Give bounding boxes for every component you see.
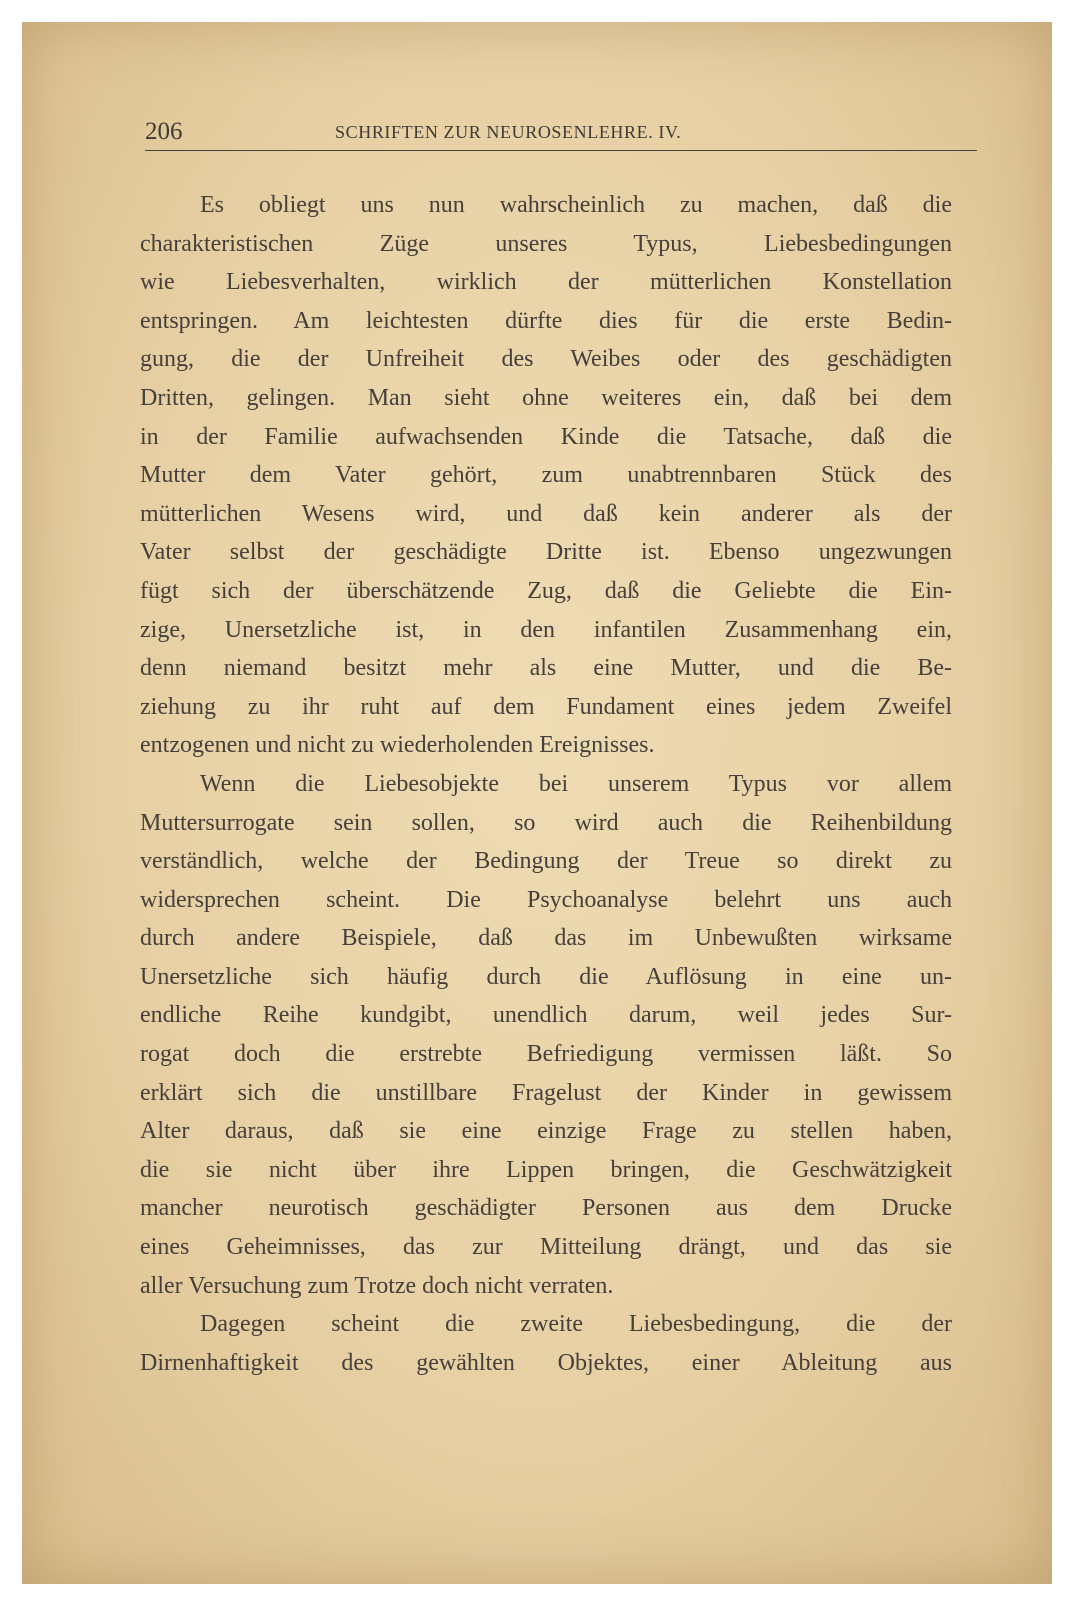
text-line: Es obliegt uns nun wahrscheinlich zu machen, daß die bbox=[200, 192, 952, 218]
text-line: rogat doch die erstrebte Befriedigung vermissen läßt. So bbox=[140, 1041, 952, 1068]
text-line: entspringen. Am leichtesten dürfte dies für die erste Bedin- bbox=[140, 307, 952, 334]
page-number: 206 bbox=[145, 118, 183, 145]
text-line: durch andere Beispiele, daß das im Unbewußten wirksame bbox=[140, 925, 952, 952]
running-head bbox=[145, 118, 977, 152]
text-line: erklärt sich die unstillbare Fragelust der Kinder in gewissem bbox=[140, 1079, 952, 1106]
running-title: SCHRIFTEN ZUR NEUROSENLEHRE. IV. bbox=[335, 122, 682, 142]
text-line: Dritten, gelingen. Man sieht ohne weiteres ein, daß bei dem bbox=[140, 384, 952, 411]
text-line: entzogenen und nicht zu wiederholenden Ereignisses. bbox=[140, 732, 655, 759]
text-line: Dirnenhaftigkeit des gewählten Objektes, einer Ableitung aus bbox=[140, 1349, 952, 1376]
paragraph bbox=[140, 186, 952, 765]
text-line: fügt sich der überschätzende Zug, daß die Geliebte die Ein- bbox=[140, 577, 952, 604]
body-text bbox=[140, 186, 952, 1382]
paragraph bbox=[140, 1305, 952, 1382]
text-line: Alter daraus, daß sie eine einzige Frage zu stellen haben, bbox=[140, 1118, 952, 1145]
text-line: charakteristischen Züge unseres Typus, Liebesbedingungen bbox=[140, 230, 952, 257]
text-line: Dagegen scheint die zweite Liebesbedingung, die der bbox=[200, 1311, 952, 1338]
text-line: ziehung zu ihr ruht auf dem Fundament eines jedem Zweifel bbox=[140, 693, 952, 720]
text-line: in der Familie aufwachsenden Kinde die Tatsache, daß die bbox=[140, 423, 952, 450]
text-line: mancher neurotisch geschädigter Personen aus dem Drucke bbox=[140, 1195, 952, 1222]
text-line: zige, Unersetzliche ist, in den infantilen Zusammenhang ein, bbox=[140, 616, 952, 643]
text-line: denn niemand besitzt mehr als eine Mutter, und die Be- bbox=[140, 655, 952, 682]
header-rule bbox=[145, 150, 977, 151]
text-line: Unersetzliche sich häufig durch die Auflösung in eine un- bbox=[140, 963, 952, 990]
text-line: endliche Reihe kundgibt, unendlich darum, weil jedes Sur- bbox=[140, 1002, 952, 1029]
paragraph bbox=[140, 765, 952, 1305]
text-line: aller Versuchung zum Trotze doch nicht verraten. bbox=[140, 1272, 614, 1299]
text-line: wie Liebesverhalten, wirklich der mütterlichen Konstellation bbox=[140, 269, 952, 296]
text-line: Vater selbst der geschädigte Dritte ist. Ebenso ungezwungen bbox=[140, 539, 952, 566]
text-line: die sie nicht über ihre Lippen bringen, die Geschwätzigkeit bbox=[140, 1156, 952, 1183]
text-line: widersprechen scheint. Die Psychoanalyse belehrt uns auch bbox=[140, 886, 952, 913]
text-line: verständlich, welche der Bedingung der Treue so direkt zu bbox=[140, 848, 952, 875]
text-line: Muttersurrogate sein sollen, so wird auch die Reihenbildung bbox=[140, 809, 952, 836]
text-line: Mutter dem Vater gehört, zum unabtrennbaren Stück des bbox=[140, 462, 952, 489]
text-line: Wenn die Liebesobjekte bei unserem Typus vor allem bbox=[200, 770, 952, 797]
text-line: gung, die der Unfreiheit des Weibes oder des geschädigten bbox=[140, 346, 952, 373]
text-line: mütterlichen Wesens wird, und daß kein anderer als der bbox=[140, 500, 952, 527]
text-line: eines Geheimnisses, das zur Mitteilung drängt, und das sie bbox=[140, 1234, 952, 1261]
